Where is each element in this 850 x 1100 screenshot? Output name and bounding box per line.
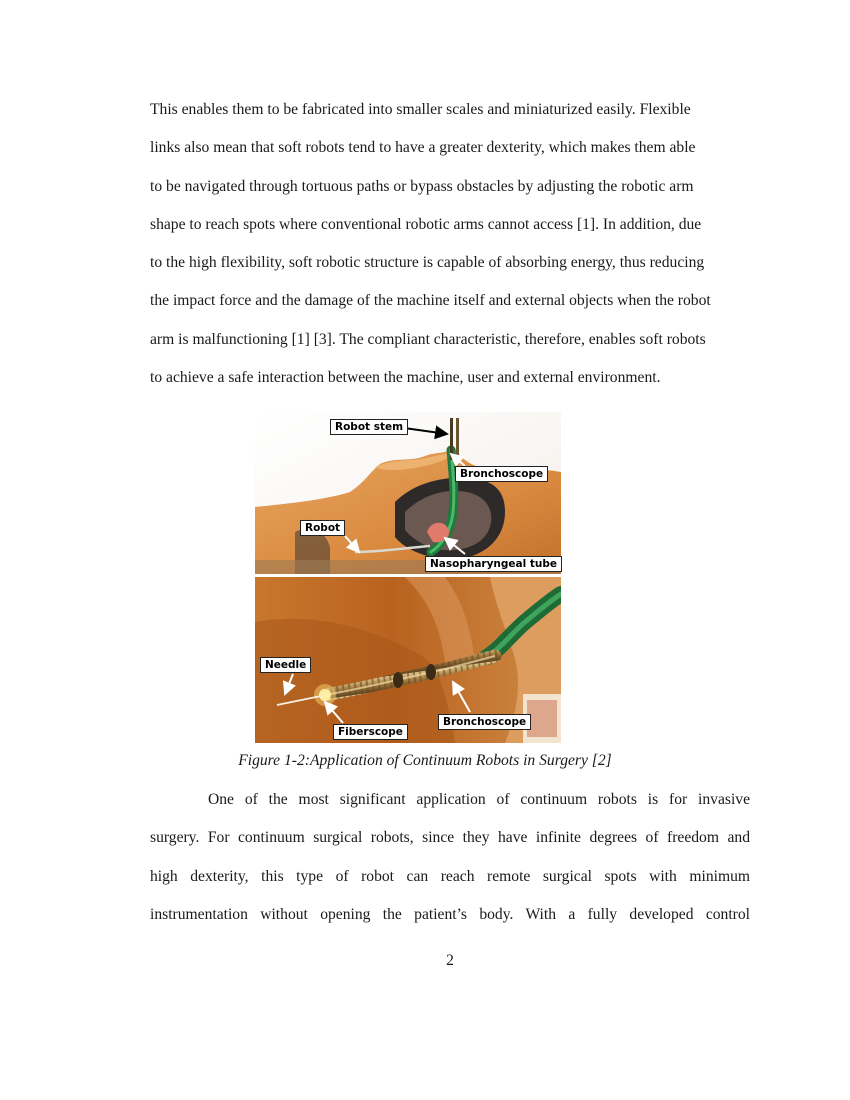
label-fiberscope: Fiberscope: [333, 724, 408, 740]
paragraph-2-line: One of the most significant application of continuum robots is for invasive: [208, 791, 750, 808]
annotation-arrows: [255, 412, 561, 743]
paragraph-1-line: to the high flexibility, soft robotic structure is capable of absorbing energy, thus reducing: [150, 254, 705, 272]
paragraph-1-line: arm is malfunctioning [1] [3]. The compliant characteristic, therefore, enables soft robots: [150, 330, 706, 348]
paragraph-2-line: high dexterity, this type of robot can reach remote surgical spots with minimum: [150, 867, 750, 885]
paragraph-2-line: surgery. For continuum surgical robots, since they have infinite degrees of freedom and: [150, 829, 750, 847]
surgery-figure: [255, 412, 561, 743]
paragraph-1: [150, 91, 750, 397]
label-nasopharyngeal-tube: Nasopharyngeal tube: [425, 556, 562, 572]
label-robot-stem: Robot stem: [330, 419, 408, 435]
label-robot: Robot: [300, 520, 345, 536]
paragraph-1-line: to be navigated through tortuous paths or bypass obstacles by adjusting the robotic arm: [150, 177, 694, 195]
paragraph-1-line: shape to reach spots where conventional robotic arms cannot access [1]. In addition, due: [150, 215, 702, 233]
paragraph-2-line: instrumentation without opening the patient’s body. With a fully developed control: [150, 905, 750, 923]
label-bronchoscope-bottom: Bronchoscope: [438, 714, 531, 730]
label-needle: Needle: [260, 657, 311, 673]
figure-caption: Figure 1-2:Application of Continuum Robots in Surgery [2]: [238, 752, 612, 769]
paragraph-1-line: links also mean that soft robots tend to have a greater dexterity, which makes them able: [150, 139, 696, 157]
paragraph-1-line: the impact force and the damage of the machine itself and external objects when the robot: [150, 292, 711, 310]
paragraph-1-line: This enables them to be fabricated into smaller scales and miniaturized easily. Flexible: [150, 101, 691, 118]
label-bronchoscope-top: Bronchoscope: [455, 466, 548, 482]
paragraph-1-line: to achieve a safe interaction between the machine, user and external environment.: [150, 369, 661, 387]
page-number: 2: [446, 952, 454, 969]
paragraph-2: [150, 781, 750, 934]
